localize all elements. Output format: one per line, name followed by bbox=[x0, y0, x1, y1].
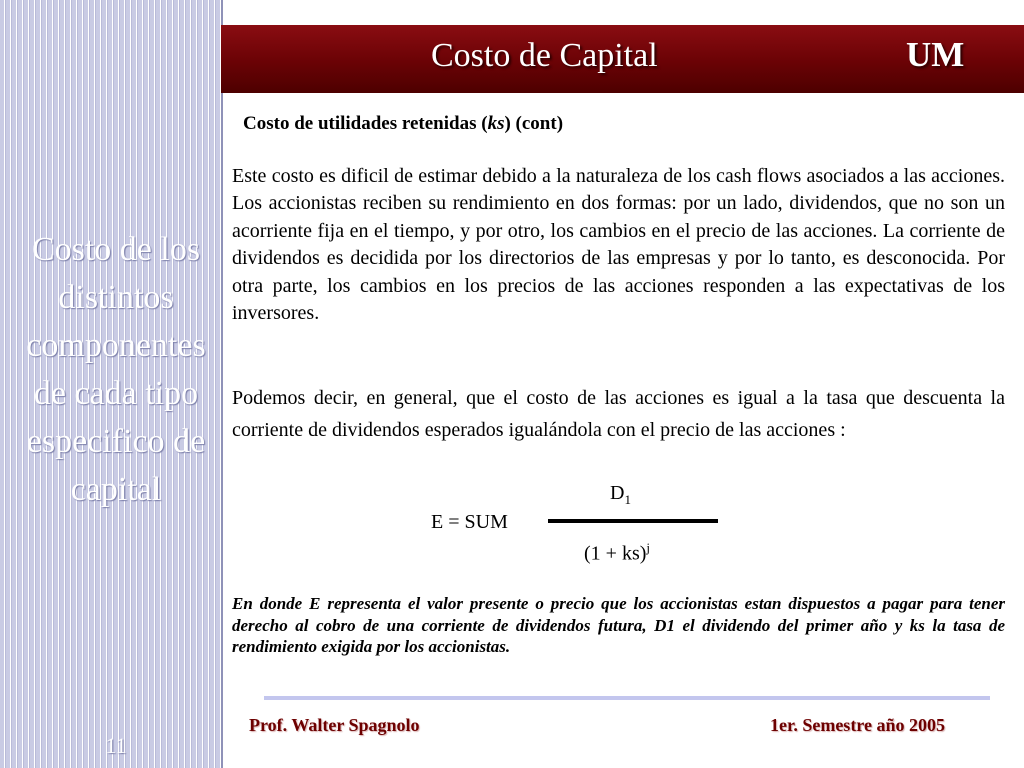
footer-divider bbox=[264, 696, 990, 700]
subtitle-italic-ks: ks bbox=[487, 113, 505, 134]
formula-denominator-exponent: j bbox=[646, 540, 651, 555]
slide-title: Costo de Capital bbox=[431, 37, 658, 74]
slide-number: 11 bbox=[105, 733, 127, 758]
paragraph-cost-definition: Podemos decir, en general, que el costo de las acciones es igual a la tasa que descuenta la corriente de dividendos esperados igualándola con el precio de las acciones : bbox=[232, 387, 1005, 441]
paragraph-cost-estimation: Este costo es dificil de estimar debido a la naturaleza de los cash flows asociados a las acciones. Los accionistas reciben su rendimiento en dos formas: por un lado, dividendos, que no son un acorriente fija en el tiempo, y por otro, los cambios en el precio de las acciones. La corriente de dividendos es decidida por los directorios de las empresas y por lo tanto, es desconocida. Por otra parte, los cambios en los precios de las acciones responden a las expectativas de los inversores. bbox=[232, 165, 1005, 325]
formula-left-side: E = SUM bbox=[431, 511, 508, 533]
institution-logo-text: UM bbox=[906, 35, 965, 74]
formula-explanation-note: En donde E representa el valor presente o precio que los accionistas estan dispuestos a pagar para tener derecho al cobro de una corriente de dividendos futura, D1 el dividendo del primer año y ks la tasa de rendimiento exigida por los accionistas. bbox=[232, 594, 1005, 656]
formula-denominator bbox=[584, 540, 650, 566]
footer-author: Prof. Walter Spagnolo bbox=[249, 715, 420, 735]
subtitle-suffix: ) (cont) bbox=[504, 113, 564, 134]
slide-subtitle bbox=[243, 113, 563, 135]
slide-header-bar bbox=[221, 25, 1024, 93]
formula-numerator bbox=[610, 482, 631, 508]
formula-numerator-symbol: D bbox=[610, 482, 625, 504]
formula-numerator-subscript: 1 bbox=[624, 492, 631, 507]
formula-denominator-base: (1 + ks) bbox=[584, 542, 647, 565]
sidebar-section-title: Costo de los distintos componentes de cada tipo especifico de capital bbox=[26, 231, 206, 508]
subtitle-prefix: Costo de utilidades retenidas ( bbox=[243, 113, 488, 134]
formula-fraction-bar bbox=[548, 519, 718, 523]
footer-semester: 1er. Semestre año 2005 bbox=[770, 715, 945, 735]
